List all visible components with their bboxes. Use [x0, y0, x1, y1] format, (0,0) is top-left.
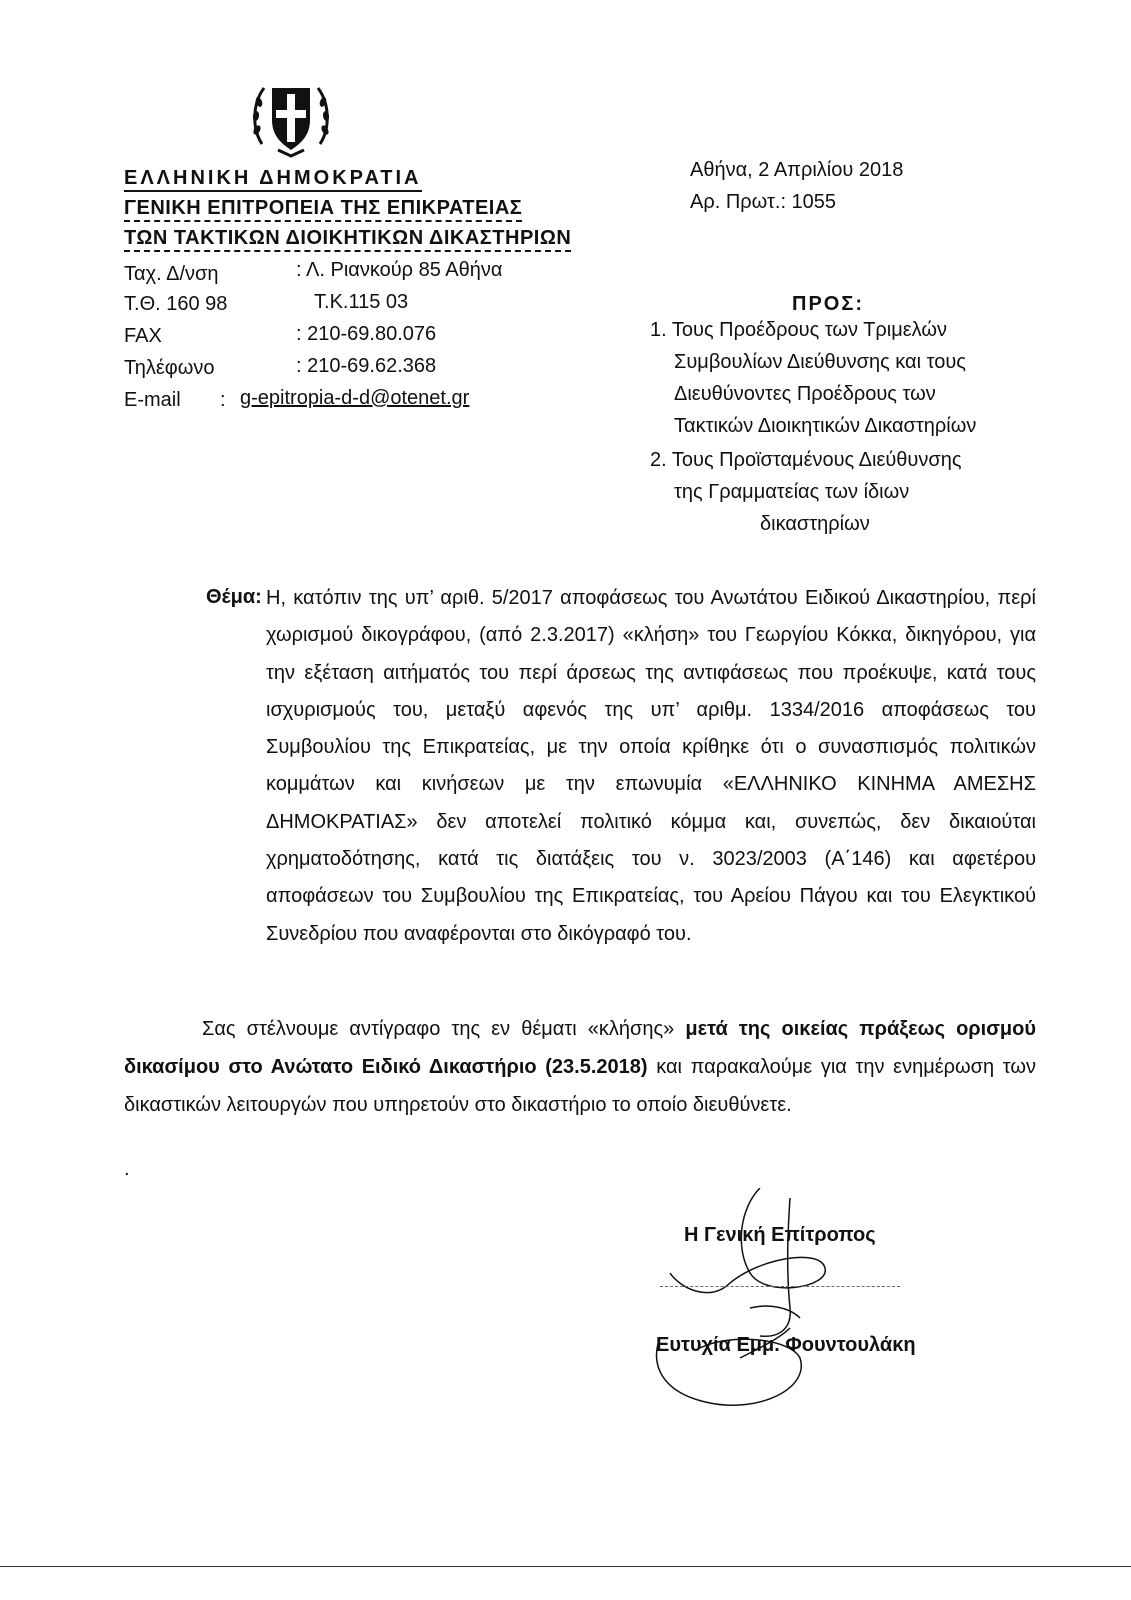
body-bold-part: μετά της οικείας πράξεως ορισμού δικασίμου στο Ανώτατο Ειδικό Δικαστήριο (23.5.2018): [124, 1018, 1036, 1078]
subject-body: Η, κατόπιν της υπ’ αριθ. 5/2017 αποφάσεως του Ανωτάτου Ειδικού Δικαστηρίου, περί χωρισμού δικογράφου, (από 2.3.2017) «κλήση» του Γεωργίου Κόκκα, δικηγόρου, για την εξέταση αιτήματός του περί άρσεως της αντιφάσεως που προέκυψε, κατά τους ισχυρισμούς του, μεταξύ αφενός της υπ’ αριθμ. 1334/2016 αποφάσεως του Συμβουλίου της Επικρατείας, με την οποία κρίθηκε ότι ο συνασπισμός πολιτικών κομμάτων και κινήσεων με την επωνυμία «ΕΛΛΗΝΙΚΟ ΚΙΝΗΜΑ ΑΜΕΣΗΣ ΔΗΜΟΚΡΑΤΙΑΣ» δεν αποτελεί πολιτικό κόμμα και, συνεπώς, δεν δικαιούται χρηματοδότησης, κατά τις διατάξεις του ν. 3023/2003 (Α΄146) και αφετέρου αποφάσεων του Συμβουλίου της Επικρατείας, του Αρείου Πάγου και του Ελεγκτικού Συνεδρίου που αναφέρονται στο δικόγραφό του.: [266, 587, 1036, 945]
org-line-2: ΓΕΝΙΚΗ ΕΠΙΤΡΟΠΕΙΑ ΤΗΣ ΕΠΙΚΡΑΤΕΙΑΣ: [124, 196, 522, 222]
footer-divider: [0, 1566, 1131, 1567]
recipient-line: Διευθύνοντες Προέδρους των: [674, 383, 936, 405]
org-line-3: ΤΩΝ ΤΑΚΤΙΚΩΝ ΔΙΟΙΚΗΤΙΚΩΝ ΔΙΚΑΣΤΗΡΙΩΝ: [124, 226, 571, 252]
signatory-name: Ευτυχία Εμμ. Φουντουλάκη: [656, 1334, 916, 1356]
fax-label: FAX: [124, 325, 162, 347]
phone-value: : 210-69.62.368: [296, 355, 437, 377]
recipient-line: 1. Τους Προέδρους των Τριμελών: [650, 319, 947, 341]
postal-code-value: Τ.Κ.115 03: [314, 291, 409, 313]
greek-coat-of-arms-emblem: [248, 74, 334, 160]
signature-title: Η Γενική Επίτροπος: [684, 1224, 876, 1246]
date-line: Αθήνα, 2 Απριλίου 2018: [690, 159, 904, 181]
po-box-label: Τ.Θ. 160 98: [124, 293, 228, 315]
email-link[interactable]: g-epitropia-d-d@otenet.gr: [240, 387, 470, 409]
body-part-1: Σας στέλνουμε αντίγραφο της εν θέματι «κλήσης»: [202, 1018, 686, 1040]
stray-dot: .: [124, 1158, 130, 1180]
subject-text: [266, 580, 1036, 953]
protocol-number: Αρ. Πρωτ.: 1055: [690, 191, 837, 213]
recipient-line: Συμβουλίων Διεύθυνσης και τους: [674, 351, 966, 373]
recipient-line: της Γραμματείας των ίδιων: [674, 481, 910, 503]
recipient-line: δικαστηρίων: [760, 513, 870, 535]
recipient-line: 2. Τους Προϊσταμένους Διεύθυνσης: [650, 449, 962, 471]
body-part-2: και παρακαλούμε για την ενημέρωση των δικαστικών λειτουργών που υπηρετούν στο δικαστήριο το οποίο διευθύνετε.: [124, 1056, 1037, 1116]
recipient-line: Τακτικών Διοικητικών Δικαστηρίων: [674, 415, 977, 437]
subject-label: Θέμα:: [206, 586, 262, 608]
signature-line: [660, 1286, 900, 1287]
address-value: : Λ. Ριανκούρ 85 Αθήνα: [296, 259, 503, 281]
email-colon: :: [220, 389, 226, 411]
email-label: E-mail: [124, 389, 181, 411]
recipients-heading: ΠΡΟΣ:: [792, 293, 865, 315]
phone-label: Τηλέφωνο: [124, 357, 215, 379]
body-paragraph: [124, 1010, 1036, 1124]
address-label: Ταχ. Δ/νση: [124, 263, 219, 285]
org-line-1: ΕΛΛΗΝΙΚΗ ΔΗΜΟΚΡΑΤΙΑ: [124, 166, 422, 192]
fax-value: : 210-69.80.076: [296, 323, 437, 345]
